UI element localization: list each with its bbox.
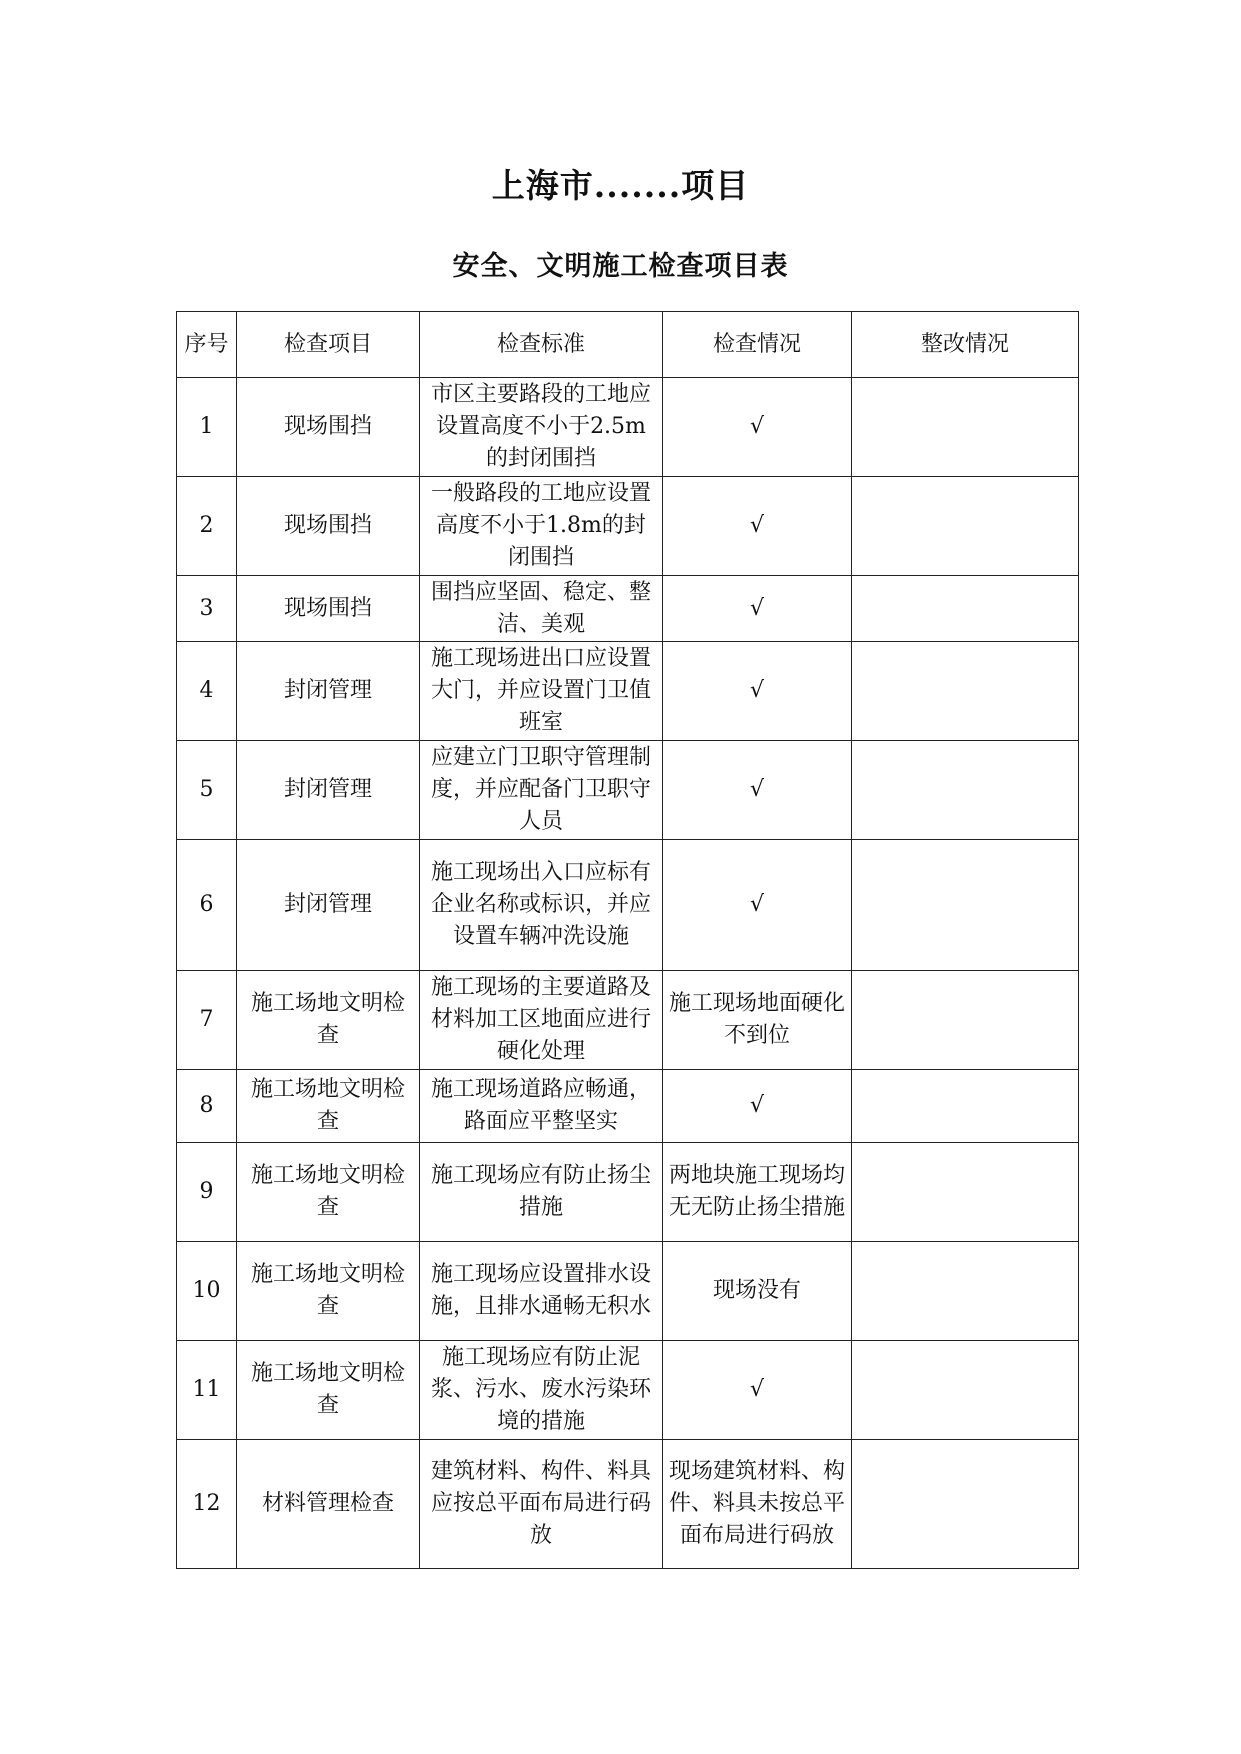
row-no: 5 <box>177 741 237 840</box>
header-fix: 整改情况 <box>852 312 1079 378</box>
row-item: 封闭管理 <box>237 642 420 741</box>
row-no: 6 <box>177 840 237 971</box>
table-row <box>177 971 1079 1070</box>
row-fix <box>852 741 1079 840</box>
table-row <box>177 741 1079 840</box>
row-fix <box>852 840 1079 971</box>
row-no: 11 <box>177 1341 237 1440</box>
row-status: √ <box>663 840 852 971</box>
row-fix <box>852 1242 1079 1341</box>
row-fix <box>852 1341 1079 1440</box>
row-no: 3 <box>177 576 237 642</box>
row-fix <box>852 576 1079 642</box>
row-item: 现场围挡 <box>237 378 420 477</box>
row-fix <box>852 477 1079 576</box>
row-standard: 施工现场进出口应设置大门，并应设置门卫值班室 <box>420 642 663 741</box>
table-row <box>177 840 1079 971</box>
table-row <box>177 477 1079 576</box>
row-fix <box>852 378 1079 477</box>
row-standard: 施工现场道路应畅通，路面应平整坚实 <box>420 1070 663 1143</box>
row-item: 材料管理检查 <box>237 1440 420 1569</box>
row-no: 4 <box>177 642 237 741</box>
row-no: 10 <box>177 1242 237 1341</box>
row-item: 现场围挡 <box>237 477 420 576</box>
row-item: 施工场地文明检查 <box>237 1143 420 1242</box>
row-no: 7 <box>177 971 237 1070</box>
header-no: 序号 <box>177 312 237 378</box>
row-item: 封闭管理 <box>237 741 420 840</box>
row-no: 8 <box>177 1070 237 1143</box>
row-fix <box>852 642 1079 741</box>
table-row <box>177 1341 1079 1440</box>
row-no: 12 <box>177 1440 237 1569</box>
row-item: 施工场地文明检查 <box>237 1242 420 1341</box>
row-item: 施工场地文明检查 <box>237 1070 420 1143</box>
document-subtitle: 安全、文明施工检查项目表 <box>452 251 789 282</box>
row-standard: 市区主要路段的工地应设置高度不小于2.5m的封闭围挡 <box>420 378 663 477</box>
row-standard: 应建立门卫职守管理制度，并应配备门卫职守人员 <box>420 741 663 840</box>
row-item: 施工场地文明检查 <box>237 1341 420 1440</box>
row-status: √ <box>663 741 852 840</box>
row-status: √ <box>663 477 852 576</box>
row-standard: 施工现场出入口应标有企业名称或标识，并应设置车辆冲洗设施 <box>420 840 663 971</box>
row-standard: 一般路段的工地应设置高度不小于1.8m的封闭围挡 <box>420 477 663 576</box>
table-row <box>177 1143 1079 1242</box>
row-no: 1 <box>177 378 237 477</box>
table-row <box>177 576 1079 642</box>
table-row <box>177 378 1079 477</box>
row-standard: 建筑材料、构件、料具应按总平面布局进行码放 <box>420 1440 663 1569</box>
header-standard: 检查标准 <box>420 312 663 378</box>
inspection-table <box>176 311 1079 1569</box>
row-status: 现场建筑材料、构件、料具未按总平面布局进行码放 <box>663 1440 852 1569</box>
row-standard: 施工现场应有防止扬尘措施 <box>420 1143 663 1242</box>
row-standard: 施工现场应设置排水设施，且排水通畅无积水 <box>420 1242 663 1341</box>
row-no: 9 <box>177 1143 237 1242</box>
row-status: √ <box>663 1070 852 1143</box>
table-row <box>177 1242 1079 1341</box>
row-status: √ <box>663 642 852 741</box>
row-status: 两地块施工现场均无无防止扬尘措施 <box>663 1143 852 1242</box>
table-header-row <box>177 312 1079 378</box>
row-fix <box>852 1070 1079 1143</box>
row-item: 现场围挡 <box>237 576 420 642</box>
row-item: 封闭管理 <box>237 840 420 971</box>
row-status: 现场没有 <box>663 1242 852 1341</box>
row-status: √ <box>663 1341 852 1440</box>
row-item: 施工场地文明检查 <box>237 971 420 1070</box>
row-fix <box>852 1143 1079 1242</box>
row-fix <box>852 1440 1079 1569</box>
row-standard: 施工现场应有防止泥浆、污水、废水污染环境的措施 <box>420 1341 663 1440</box>
row-status: √ <box>663 576 852 642</box>
row-fix <box>852 971 1079 1070</box>
row-standard: 施工现场的主要道路及材料加工区地面应进行硬化处理 <box>420 971 663 1070</box>
table-row <box>177 1440 1079 1569</box>
header-item: 检查项目 <box>237 312 420 378</box>
table-row <box>177 642 1079 741</box>
row-no: 2 <box>177 477 237 576</box>
table-row <box>177 1070 1079 1143</box>
row-standard: 围挡应坚固、稳定、整洁、美观 <box>420 576 663 642</box>
row-status: √ <box>663 378 852 477</box>
header-status: 检查情况 <box>663 312 852 378</box>
row-status: 施工现场地面硬化不到位 <box>663 971 852 1070</box>
document-title: 上海市.......项目 <box>491 166 750 205</box>
